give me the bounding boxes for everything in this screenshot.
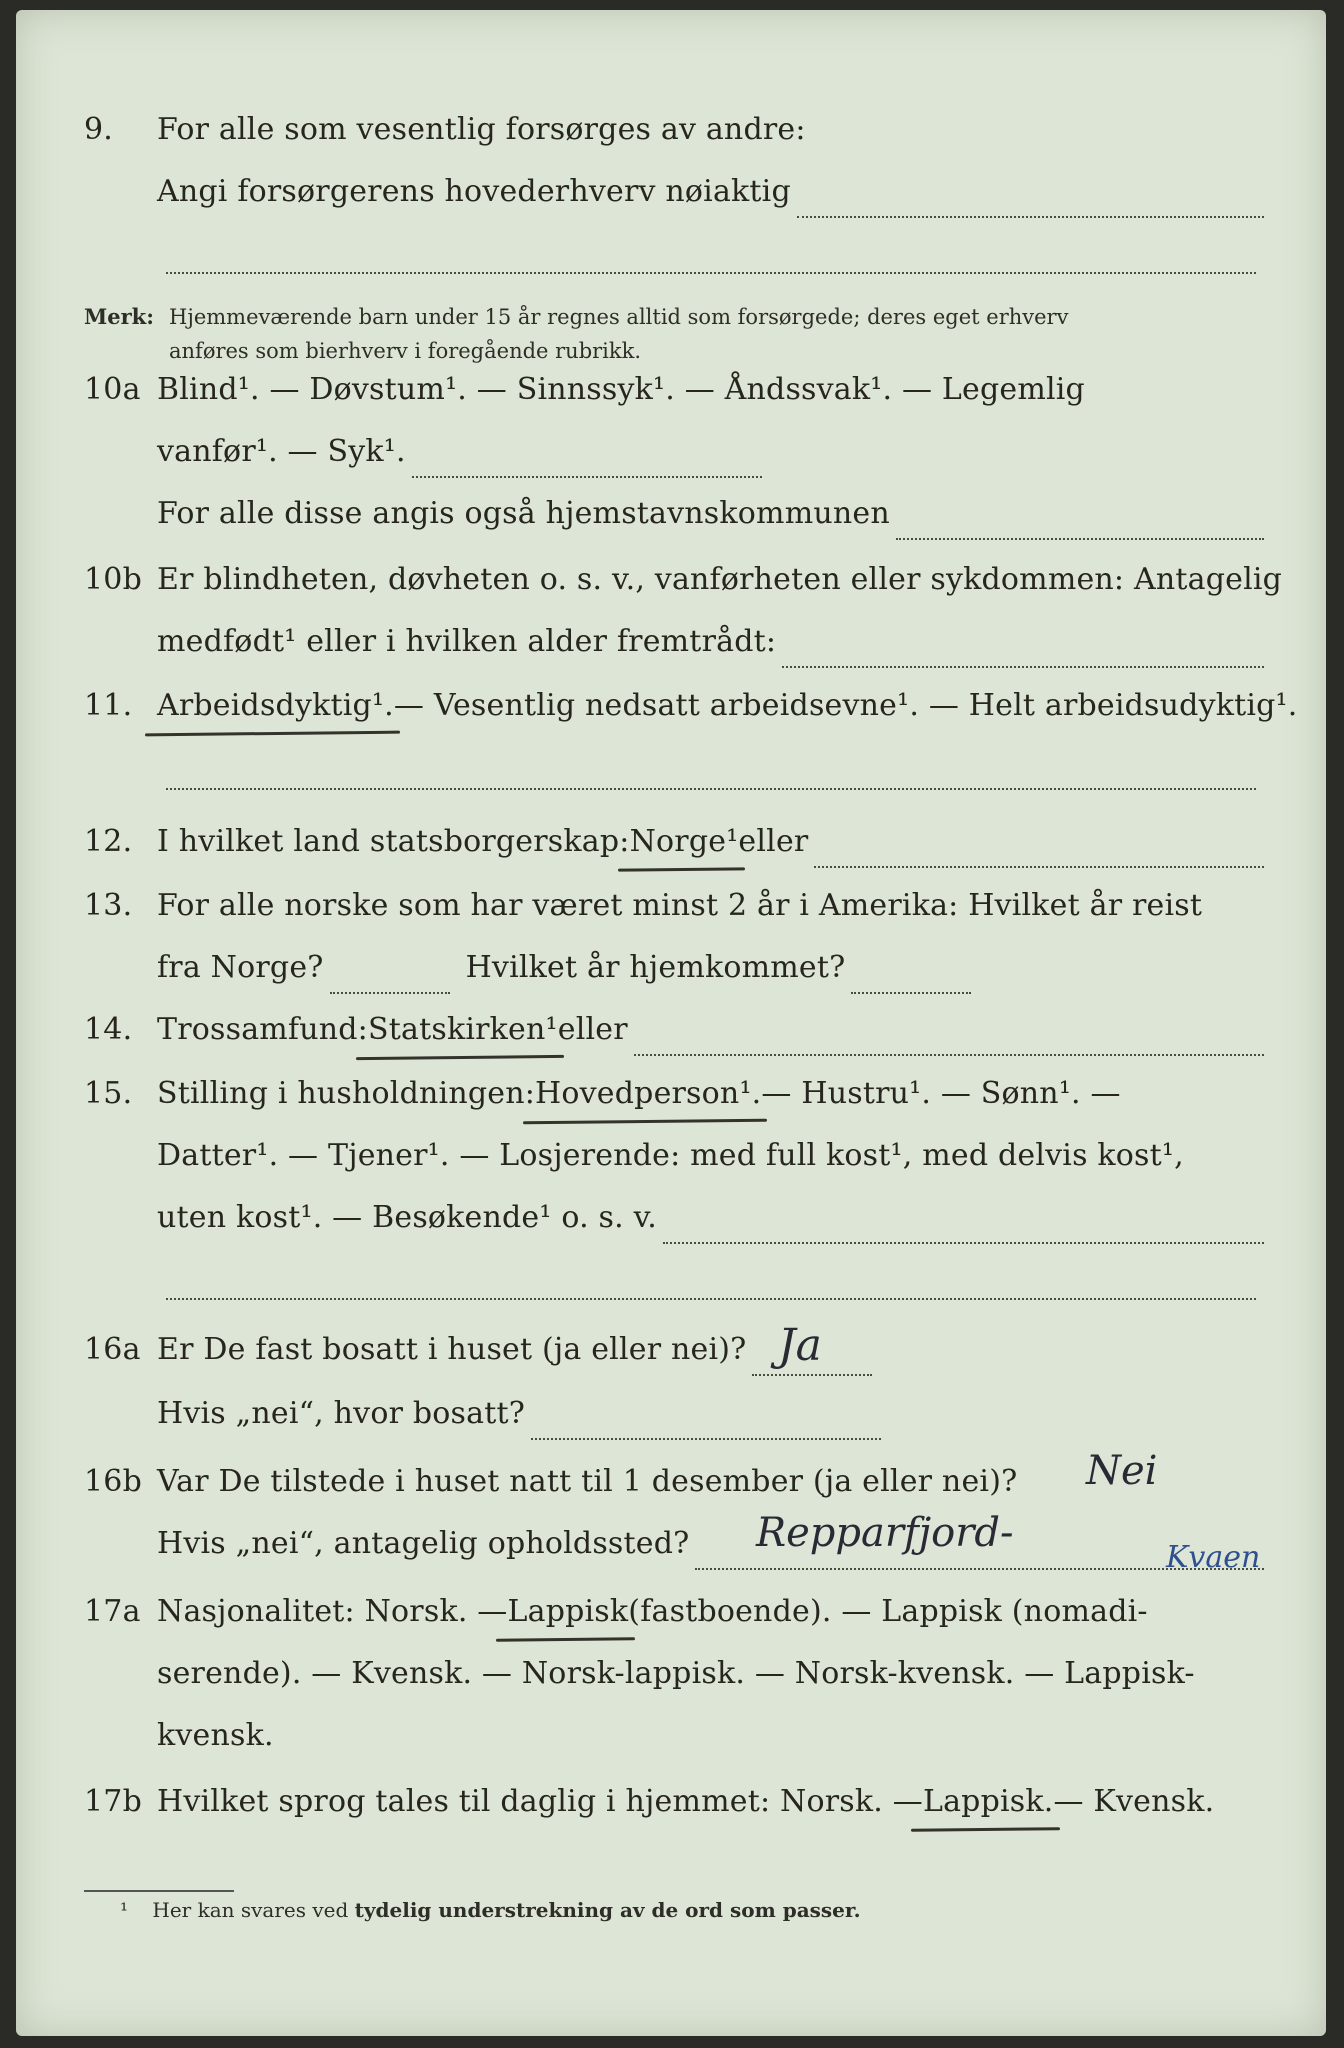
q13-text2b: Hvilket år hjemkommet? — [465, 950, 846, 985]
q17a-number: 17a — [84, 1594, 141, 1629]
q15-option-hovedperson[interactable]: Hovedperson¹. — [535, 1076, 762, 1111]
q12-text: I hvilket land statsborgerskap: — [157, 824, 630, 859]
q17a-text2: serende). — Kvensk. — Norsk-lappisk. — Norsk-kvensk. — Lappisk- — [157, 1656, 1195, 1691]
q13-year-returned-field[interactable] — [851, 992, 971, 994]
q16a-answer-field[interactable] — [752, 1374, 872, 1376]
q15-text2: Datter¹. — Tjener¹. — Losjerende: med full kost¹, med delvis kost¹, — [157, 1138, 1184, 1173]
q17a-text: Nasjonalitet: Norsk. — — [157, 1594, 508, 1629]
q17b-text: Hvilket sprog tales til daglig i hjemmet: Norsk. — — [157, 1784, 923, 1819]
q17a-line2 — [84, 1656, 1264, 1716]
q9-extra-line[interactable] — [166, 272, 1256, 274]
q14-option-statskirken[interactable]: Statskirken¹ — [368, 1012, 558, 1047]
q10b-line2 — [84, 624, 1264, 684]
q10a-line3 — [84, 496, 1264, 556]
q13-year-left-field[interactable] — [330, 992, 450, 994]
q15-text: Stilling i husholdningen: — [157, 1076, 536, 1111]
footnote-mark: ¹ — [120, 1898, 129, 1922]
q10a-answer-field[interactable] — [412, 476, 762, 478]
q16b-handwritten-answer: Nei — [1086, 1448, 1158, 1494]
q16a-handwritten-answer: Ja — [778, 1320, 822, 1371]
q14-text-post: eller — [557, 1012, 628, 1047]
q17b-text-post: — Kvensk. — [1053, 1784, 1215, 1819]
q11-text: — Vesentlig nedsatt arbeidsevne¹. — Helt arbeidsudyktig¹. — [393, 688, 1298, 723]
q13-text2a: fra Norge? — [157, 950, 324, 985]
q17b-option-lappisk[interactable]: Lappisk. — [922, 1784, 1054, 1819]
q17b-number: 17b — [84, 1784, 142, 1819]
q12-number: 12. — [84, 824, 133, 859]
q14-text: Trossamfund: — [157, 1012, 368, 1047]
q13-line2 — [84, 950, 1264, 1010]
q14-number: 14. — [84, 1012, 133, 1047]
q16a-text1: Er De fast bosatt i huset (ja eller nei)? — [157, 1332, 747, 1367]
q9-text2: Angi forsørgerens hovederhverv nøiaktig — [157, 174, 791, 209]
q16a-number: 16a — [84, 1332, 141, 1367]
q16a-where-field[interactable] — [531, 1438, 881, 1440]
q17a-line3 — [84, 1718, 1264, 1778]
q10b-line1 — [84, 562, 1283, 622]
q9-line2 — [84, 174, 1264, 234]
footnote — [120, 1898, 861, 1922]
q15-line3 — [84, 1200, 1264, 1260]
q15-text-post: — Hustru¹. — Sønn¹. — — [761, 1076, 1121, 1111]
footnote-strong: tydelig understrekning av de ord som passer. — [354, 1898, 861, 1922]
q12-answer-field[interactable] — [814, 866, 1264, 868]
q17b-line — [84, 1784, 1264, 1844]
q15-line1 — [84, 1076, 1264, 1136]
q17a-line1 — [84, 1594, 1264, 1654]
q12-option-norge[interactable]: Norge¹ — [629, 824, 739, 859]
q11-line — [84, 688, 1298, 748]
q16a-line1 — [84, 1332, 1264, 1392]
q15-text3: uten kost¹. — Besøkende¹ o. s. v. — [157, 1200, 657, 1235]
q9-answer-field[interactable] — [797, 216, 1264, 218]
q11-option-arbeidsdyktig[interactable]: Arbeidsdyktig¹. — [157, 688, 394, 723]
q10a-line2 — [84, 434, 1264, 494]
q10a-text3: For alle disse angis også hjemstavnskommunen — [157, 496, 890, 531]
q16a-text2: Hvis „nei“, hvor bosatt? — [157, 1396, 526, 1431]
q13-line1 — [84, 888, 1264, 948]
q10a-municipality-field[interactable] — [896, 538, 1264, 540]
q11-extra-line[interactable] — [166, 788, 1256, 790]
q15-number: 15. — [84, 1076, 133, 1111]
q9-number: 9. — [84, 112, 114, 147]
q10a-text2: vanfør¹. — Syk¹. — [157, 434, 406, 469]
q17a-text3: kvensk. — [157, 1718, 274, 1753]
q13-number: 13. — [84, 888, 133, 923]
q15-extra-line[interactable] — [166, 1298, 1256, 1300]
q16a-line2 — [84, 1396, 1264, 1456]
q17a-option-lappisk[interactable]: Lappisk — [507, 1594, 629, 1629]
merk-label: Merk: — [84, 304, 154, 329]
footnote-divider — [84, 1890, 234, 1892]
q16b-text1: Var De tilstede i huset natt til 1 desember (ja eller nei)? — [157, 1464, 1018, 1499]
q16b-handwritten-place-blue: Kvaen — [1166, 1540, 1261, 1575]
q14-line — [84, 1012, 1264, 1072]
q14-answer-field[interactable] — [634, 1054, 1264, 1056]
q9-line1 — [84, 112, 1264, 172]
merk-text1: Hjemmeværende barn under 15 år regnes alltid som forsørgede; deres eget erhverv — [169, 305, 1069, 329]
q10b-text1: Er blindheten, døvheten o. s. v., vanførheten eller sykdommen: Antagelig — [157, 562, 1283, 597]
q17a-text-post: (fastboende). — Lappisk (nomadi- — [628, 1594, 1148, 1629]
census-form-page — [16, 10, 1326, 2036]
q10b-number: 10b — [84, 562, 142, 597]
q10b-text2: medfødt¹ eller i hvilken alder fremtrådt: — [157, 624, 777, 659]
q15-answer-field[interactable] — [663, 1242, 1264, 1244]
q12-text-post: eller — [738, 824, 809, 859]
q10a-number: 10a — [84, 372, 141, 407]
q10a-line1 — [84, 372, 1264, 432]
q10b-answer-field[interactable] — [782, 666, 1264, 668]
q12-line — [84, 824, 1264, 884]
footnote-text: Her kan svares ved — [152, 1898, 355, 1922]
q9-text: For alle som vesentlig forsørges av andre: — [157, 112, 806, 147]
q16b-line2 — [84, 1526, 1264, 1586]
q16b-text2: Hvis „nei“, antagelig opholdssted? — [157, 1526, 690, 1561]
q15-line2 — [84, 1138, 1264, 1198]
q10a-text1: Blind¹. — Døvstum¹. — Sinnssyk¹. — Åndssvak¹. — Legemlig — [157, 372, 1085, 407]
q16b-handwritten-place: Repparfjord- — [756, 1510, 1014, 1556]
merk-text2: anføres som bierhverv i foregående rubrikk. — [169, 339, 642, 363]
q11-number: 11. — [84, 688, 133, 723]
merk-note — [84, 300, 1274, 368]
q13-text1: For alle norske som har været minst 2 år i Amerika: Hvilket år reist — [157, 888, 1203, 923]
q16b-number: 16b — [84, 1464, 142, 1499]
